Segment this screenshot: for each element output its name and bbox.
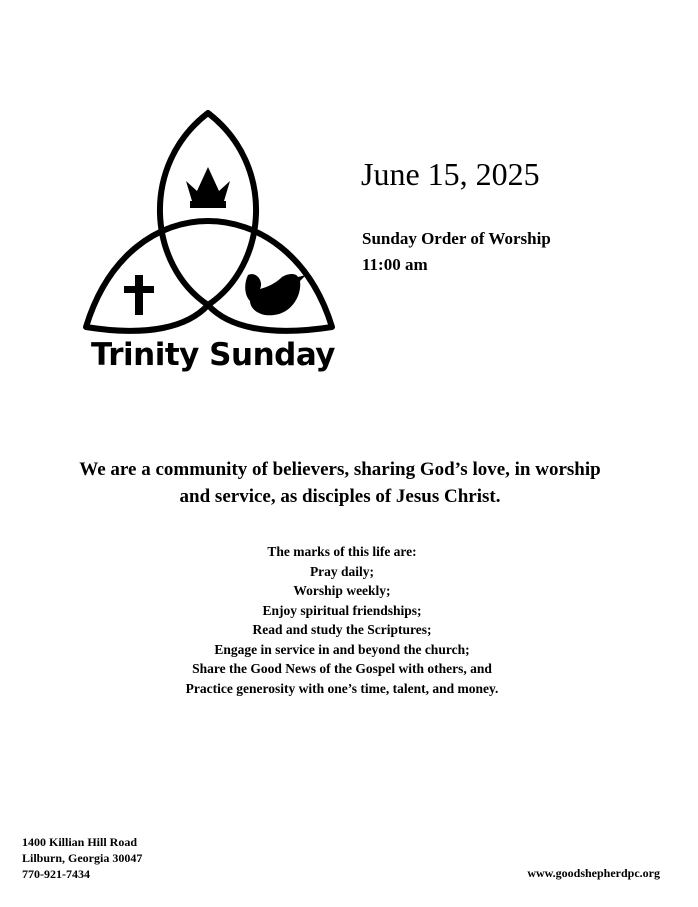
list-item: Worship weekly; <box>293 583 391 598</box>
service-date: June 15, 2025 <box>361 156 540 192</box>
list-item: Pray daily; <box>309 563 375 579</box>
list-item: Practice generosity with one’s time, talent, and money. <box>185 680 499 696</box>
mission-line-2: and service, as disciples of Jesus Christ. <box>179 486 501 507</box>
mission-statement <box>40 456 640 510</box>
list-item: Engage in service in and beyond the church; <box>214 641 470 657</box>
list-item: Enjoy spiritual friendships; <box>262 602 422 618</box>
marks-list <box>80 542 604 698</box>
cross-icon <box>124 275 154 315</box>
church-address <box>22 834 142 882</box>
trinity-logo <box>78 105 348 385</box>
crown-icon <box>186 167 230 208</box>
triquetra-icon <box>78 105 348 345</box>
mission-line-1: We are a community of believers, sharing God’s love, in worship <box>79 459 601 480</box>
service-time: 11:00 am <box>362 255 428 274</box>
marks-intro: The marks of this life are: <box>267 544 417 559</box>
logo-title: Trinity Sunday <box>91 337 335 373</box>
list-item: Read and study the Scriptures; <box>252 622 432 637</box>
list-item: Share the Good News of the Gospel with others, and <box>192 661 492 676</box>
address-line-2: Lilburn, Georgia 30047 <box>22 851 143 865</box>
service-title: Sunday Order of Worship <box>362 229 551 248</box>
service-info <box>362 226 551 278</box>
phone-number: 770-921-7434 <box>22 867 90 881</box>
address-line-1: 1400 Killian Hill Road <box>22 835 138 849</box>
dove-icon <box>245 274 306 315</box>
website-url: www.goodshepherdpc.org <box>527 866 660 880</box>
